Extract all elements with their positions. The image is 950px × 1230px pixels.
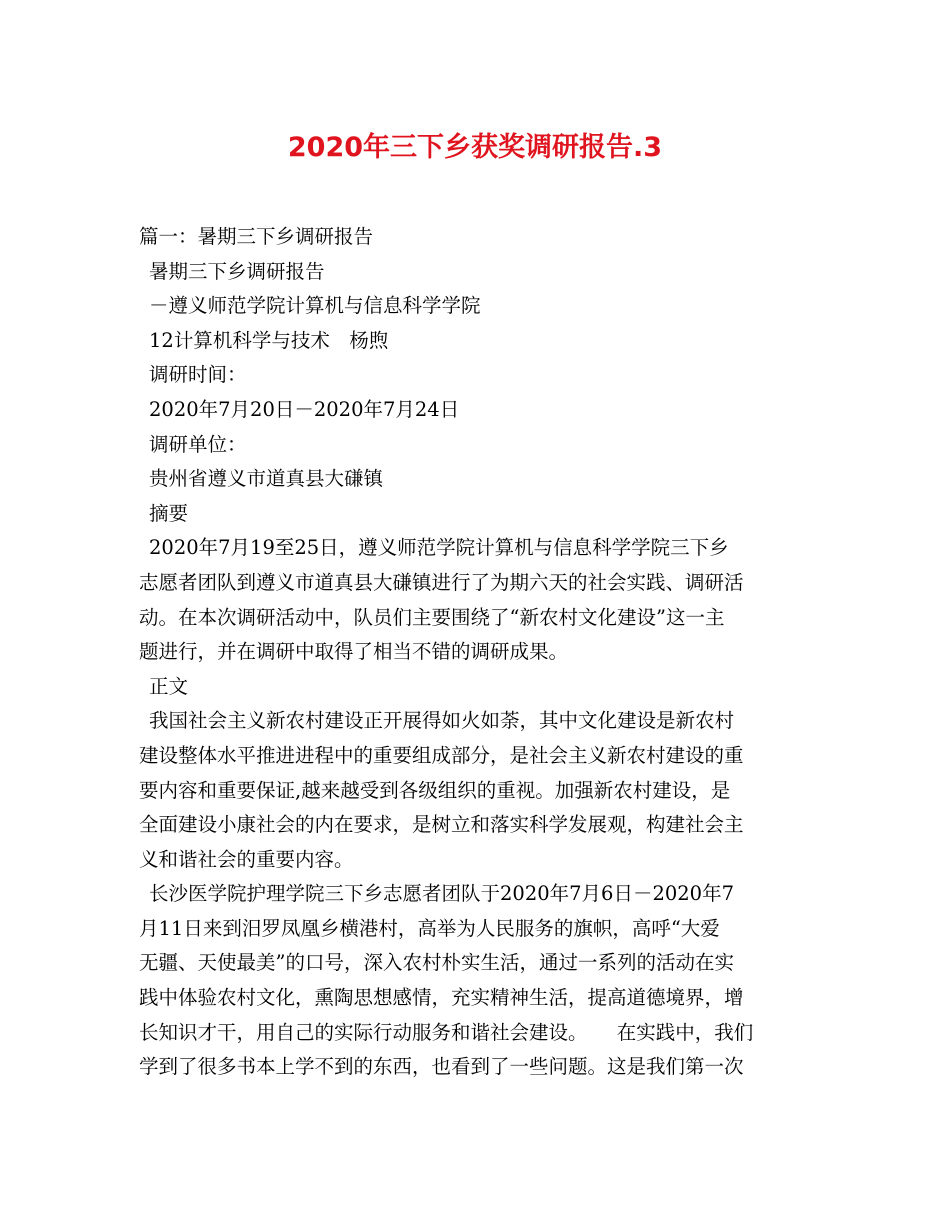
paragraph-line: 全面建设小康社会的内在要求，是树立和落实科学发展观，构建社会主 (139, 813, 744, 837)
document-title: 2020年三下乡获奖调研报告.3 (287, 132, 663, 163)
paragraph-line: 2020年7月19至25日，遵义师范学院计算机与信息科学学院三下乡 (149, 536, 729, 560)
paragraph-line: 动。在本次调研活动中，队员们主要围绕了“新农村文化建设”这一主 (139, 605, 725, 629)
paragraph-line: 践中体验农村文化，熏陶思想感情，充实精神生活，提高道德境界，增 (139, 986, 744, 1010)
author-line: 12计算机科学与技术 杨煦 (149, 328, 389, 352)
section-heading: 篇一：暑期三下乡调研报告 (139, 225, 374, 248)
paragraph-line: 长沙医学院护理学院三下乡志愿者团队于2020年7月6日－2020年7 (149, 882, 734, 906)
report-title: 暑期三下乡调研报告 (149, 259, 325, 283)
document-body (139, 220, 813, 1085)
institution-line: －遵义师范学院计算机与信息科学学院 (149, 294, 481, 318)
paragraph-line: 我国社会主义新农村建设正开展得如火如荼，其中文化建设是新农村 (149, 709, 735, 733)
paragraph-line: 要内容和重要保证,越来越受到各级组织的重视。加强新农村建设，是 (139, 778, 731, 802)
survey-time-value: 2020年7月20日－2020年7月24日 (149, 397, 460, 421)
paragraph-line: 建设整体水平推进进程中的重要组成部分，是社会主义新农村建设的重 (139, 743, 744, 767)
survey-unit-value: 贵州省遵义市道真县大磏镇 (149, 467, 384, 491)
paragraph-line: 学到了很多书本上学不到的东西，也看到了一些问题。这是我们第一次 (139, 1055, 744, 1079)
survey-unit-label: 调研单位： (149, 432, 247, 456)
abstract-heading: 摘要 (149, 501, 189, 525)
paragraph-line: 题进行，并在调研中取得了相当不错的调研成果。 (139, 640, 569, 664)
paragraph-line: 月11日来到汨罗凤凰乡横港村，高举为人民服务的旗帜，高呼“大爱 (139, 916, 720, 940)
main-text-heading: 正文 (149, 674, 189, 698)
survey-time-label: 调研时间： (149, 363, 247, 387)
paragraph-line: 志愿者团队到遵义市道真县大磏镇进行了为期六天的社会实践、调研活 (139, 570, 744, 594)
paragraph-line: 义和谐社会的重要内容。 (139, 847, 354, 871)
paragraph-line: 长知识才干，用自己的实际行动服务和谐社会建设。 在实践中，我们 (139, 1020, 754, 1044)
paragraph-line: 无疆、天使最美”的口号，深入农村朴实生活，通过一系列的活动在实 (139, 951, 734, 975)
